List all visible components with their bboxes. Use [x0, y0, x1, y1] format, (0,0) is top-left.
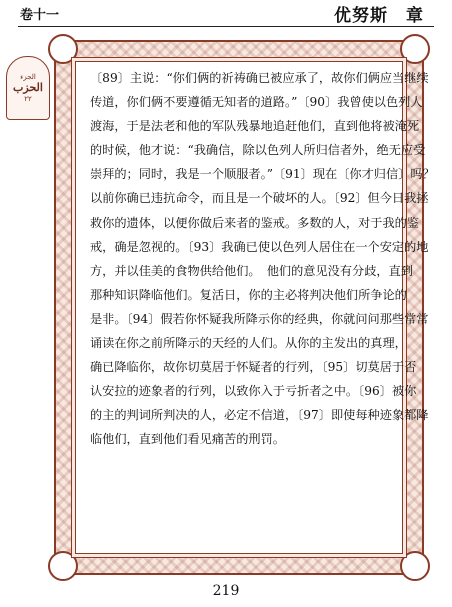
- text-line: 认安拉的迹象者的行列，以致你入于亏折者之中。〔96〕被你: [90, 384, 417, 399]
- page-number: 219: [212, 583, 240, 599]
- volume-label: 卷十一: [20, 8, 60, 23]
- text-line: 以前你确已违抗命令，而且是一个破坏的人。〔92〕但今日我拯: [90, 191, 429, 206]
- text-line: 戒，确是忽视的。〔93〕我确已使以色列人居住在一个安定的地: [90, 239, 429, 254]
- text-line: 那种知识降临他们。复活日，你的主必将判决他们所争论的: [90, 287, 407, 302]
- text-line: 诵读在你之前所降示的天经的人们。从你的主发出的真理，: [90, 336, 407, 351]
- corner-ornament: [48, 34, 78, 64]
- text-line: 是非。〔94〕假若你怀疑我所降示你的经典，你就问问那些常常: [90, 311, 429, 326]
- text-line: 〔89〕主说：“你们俩的祈祷确已被应承了，故你们俩应当继续: [90, 71, 429, 85]
- juz-medallion: [6, 56, 50, 120]
- medallion-number: ٢٢: [24, 94, 32, 103]
- text-line: 方，并以佳美的食物供给他们。 他们的意见没有分歧，直到: [90, 263, 413, 278]
- text-line: 传道，你们俩不要遵循无知者的道路。”〔90〕我曾使以色列人: [90, 95, 423, 110]
- text-line: 确已降临你，故你切莫居于怀疑者的行列，〔95〕切莫居于否: [90, 360, 417, 375]
- chapter-title: 优努斯 章: [334, 6, 424, 26]
- corner-ornament: [48, 551, 78, 581]
- medallion-top-text: الجزء: [20, 73, 36, 82]
- header-rule: [18, 26, 434, 27]
- text-line: 崇拜的；同时，我是一个顺服者。”〔91〕现在〔你才归信〕吗？: [90, 167, 435, 182]
- text-line: 的时候，他才说：“我确信，除以色列人所归信者外，绝无应受: [90, 143, 426, 158]
- text-line: 渡海，于是法老和他的军队残暴地追赶他们，直到他将被淹死: [90, 119, 420, 134]
- text-line: 临他们，直到他们看见痛苦的刑罚。: [90, 432, 285, 447]
- corner-ornament: [400, 551, 430, 581]
- text-line: 救你的遗体，以便你做后来者的鉴戒。多数的人，对于我的鉴: [90, 215, 420, 230]
- text-line: 的主的判词所判决的人，必定不信道，〔97〕即使每种迹象都降: [90, 408, 429, 423]
- corner-ornament: [400, 34, 430, 64]
- verse-text: [90, 66, 435, 452]
- medallion-middle-text: الحزب: [13, 81, 43, 95]
